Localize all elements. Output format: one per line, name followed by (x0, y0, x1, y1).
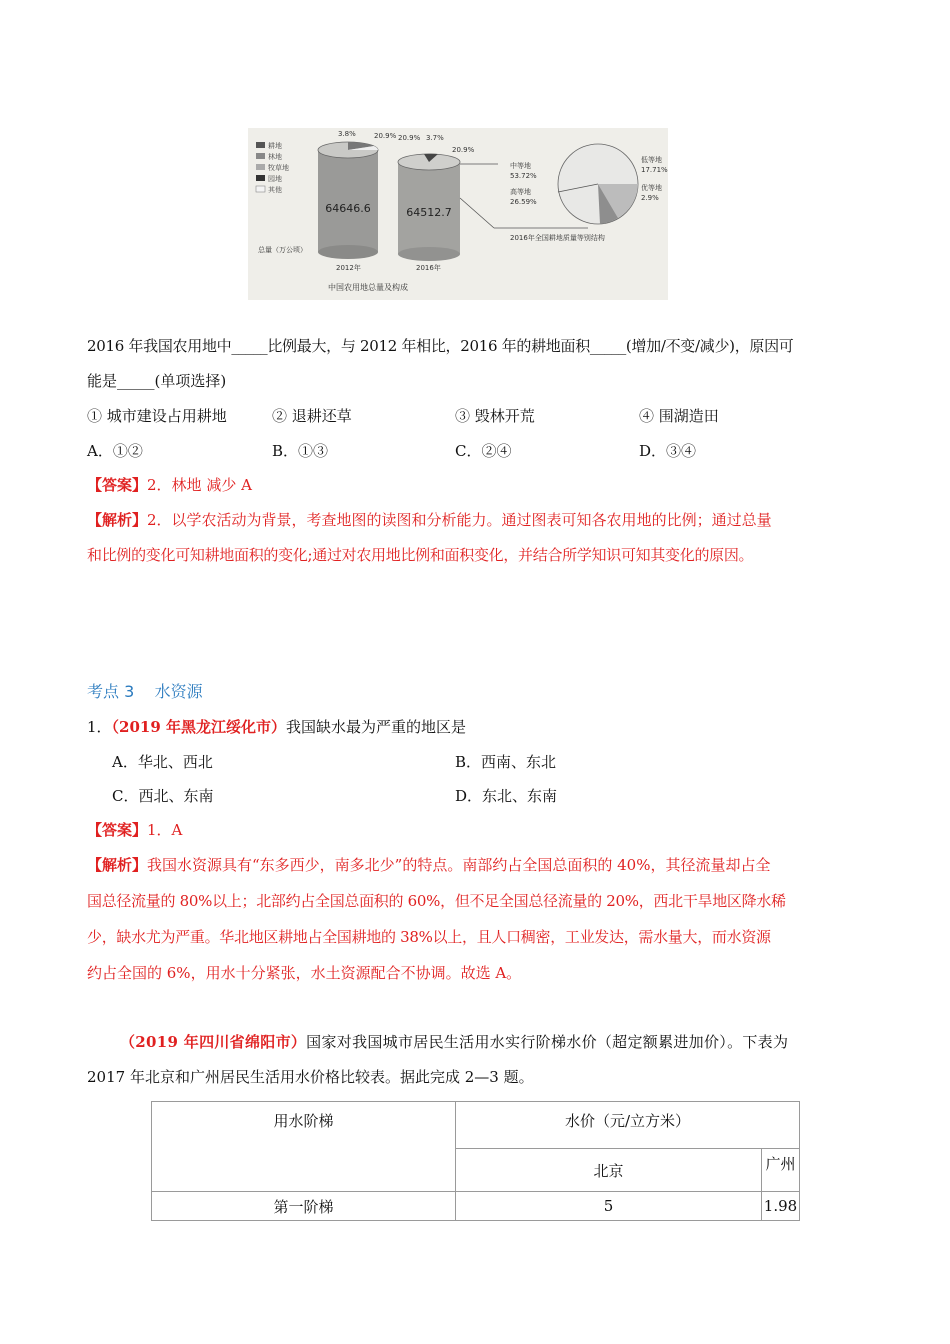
year-2016-label: 2016年 (416, 264, 441, 272)
q2-choice-d: D．③④ (639, 442, 697, 460)
legend-label: 林地 (268, 153, 282, 161)
q2-choice-b: B．①③ (272, 442, 329, 460)
q2-option-3: ③ 毁林开荒 (455, 407, 535, 425)
question-source: （2019 年黑龙江绥化市） (111, 718, 287, 736)
question-text: 我国缺水最为严重的地区是 (286, 718, 467, 736)
pie-label: 17.71% (641, 166, 668, 174)
legend-label: 耕地 (268, 142, 282, 150)
q23-intro-line2: 2017 年北京和广州居民生活用水价格比较表。据此完成 2—3 题。 (87, 1068, 534, 1086)
q2-option-2: ② 退耕还草 (272, 407, 352, 425)
q1-choice-b: B．西南、东北 (455, 753, 557, 771)
pie-label: 优等地 (641, 184, 662, 192)
section-heading: 考点 3 水资源 (87, 682, 203, 701)
pct-label: 20.9% (374, 132, 397, 140)
header-price: 水价（元/立方米） (456, 1102, 800, 1149)
legend-swatch-orchard (256, 175, 265, 181)
analysis-tag: 【解析】 (87, 511, 148, 529)
q1-choice-d: D．东北、东南 (455, 787, 558, 805)
q2-stem-line1: 2016 年我国农用地中_____比例最大，与 2012 年相比，2016 年的耕地面积_____(增加/不变/减少)，原因可 (87, 337, 794, 355)
farmland-chart (248, 128, 668, 300)
legend-swatch-forest (256, 153, 265, 159)
pie-label: 低等地 (641, 156, 662, 164)
row1-guangzhou: 1.98 (762, 1192, 800, 1221)
cylinder-2016 (398, 154, 460, 261)
total-label: 总量（万公顷） (258, 246, 307, 254)
q23-intro-line1 (120, 1031, 788, 1053)
q1-analysis-line3: 少，缺水尤为严重。华北地区耕地占全国耕地的 38%以上，且人口稠密，工业发达，需水量大，而水资源 (87, 928, 771, 946)
q1-analysis-line4: 约占全国的 6%，用水十分紧张，水土资源配合不协调。故选 A。 (87, 964, 522, 982)
analysis-tag: 【解析】 (87, 856, 148, 874)
pct-label: 20.9% (452, 146, 475, 154)
legend-label: 其他 (268, 186, 282, 194)
q2-stem-line2: 能是_____(单项选择) (87, 372, 227, 390)
answer-body: 2．林地 减少 A (147, 476, 252, 494)
q1-answer (87, 819, 182, 841)
q2-choice-a: A．①② (87, 442, 143, 460)
question-number: 1． (87, 718, 112, 736)
pie-label: 高等地 (510, 188, 531, 196)
q2-analysis-line2: 和比例的变化可知耕地面积的变化;通过对农用地比例和面积变化，并结合所学知识可知其变化的原因。 (87, 546, 754, 564)
legend-label: 牧草地 (268, 164, 289, 172)
q2-analysis-line1 (87, 509, 772, 531)
pie-label: 53.72% (510, 172, 537, 180)
header-beijing: 北京 (456, 1149, 762, 1192)
pie-label: 中等地 (510, 162, 531, 170)
cylinder-2012 (318, 142, 378, 259)
cylinder-2012-value: 64646.6 (325, 202, 371, 215)
header-tier: 用水阶梯 (152, 1102, 456, 1192)
answer-tag: 【答案】 (87, 821, 148, 839)
q2-answer (87, 474, 252, 496)
year-2012-label: 2012年 (336, 264, 361, 272)
row1-beijing: 5 (456, 1192, 762, 1221)
intro-text: 国家对我国城市居民生活用水实行阶梯水价（超定额累进加价）。下表为 (306, 1033, 789, 1051)
q2-option-4: ④ 围湖造田 (639, 407, 719, 425)
quality-pie (558, 144, 638, 224)
legend-swatch-grass (256, 164, 265, 170)
pie-label: 2.9% (641, 194, 659, 202)
q1-choice-c: C．西北、东南 (112, 787, 214, 805)
q1-choice-a: A．华北、西北 (112, 753, 213, 771)
answer-body: 1．A (147, 821, 183, 839)
q1-analysis-line1 (87, 854, 770, 876)
pct-label: 3.7% (426, 134, 444, 142)
cylinder-2016-value: 64512.7 (406, 206, 452, 219)
legend-swatch-other (256, 186, 265, 192)
q1-stem (87, 716, 466, 738)
q2-option-1: ① 城市建设占用耕地 (87, 407, 227, 425)
question-source: （2019 年四川省绵阳市） (120, 1033, 307, 1051)
pie-caption: 2016年全国耕地质量等别结构 (510, 234, 605, 242)
answer-tag: 【答案】 (87, 476, 148, 494)
q1-analysis-line2: 国总径流量的 80%以上；北部约占全国总面积的 60%，但不足全国总径流量的 20%，西北干旱地区降水稀 (87, 892, 786, 910)
q2-choice-c: C．②④ (455, 442, 512, 460)
legend-swatch-farmland (256, 142, 265, 148)
water-price-table (151, 1101, 800, 1221)
header-guangzhou: 广州 (762, 1149, 800, 1192)
row1-tier: 第一阶梯 (152, 1192, 456, 1221)
legend-label: 园地 (268, 175, 282, 183)
analysis-text: 2．以学农活动为背景，考查地图的读图和分析能力。通过图表可知各农用地的比例；通过总量 (147, 511, 772, 529)
pct-label: 3.8% (338, 130, 356, 138)
analysis-text: 我国水资源具有“东多西少，南多北少”的特点。南部约占全国总面积的 40%，其径流量却占全 (147, 856, 771, 874)
figure-caption: 中国农用地总量及构成 (328, 283, 408, 292)
pie-label: 26.59% (510, 198, 537, 206)
farmland-figure (248, 128, 668, 300)
pct-label: 20.9% (398, 134, 421, 142)
